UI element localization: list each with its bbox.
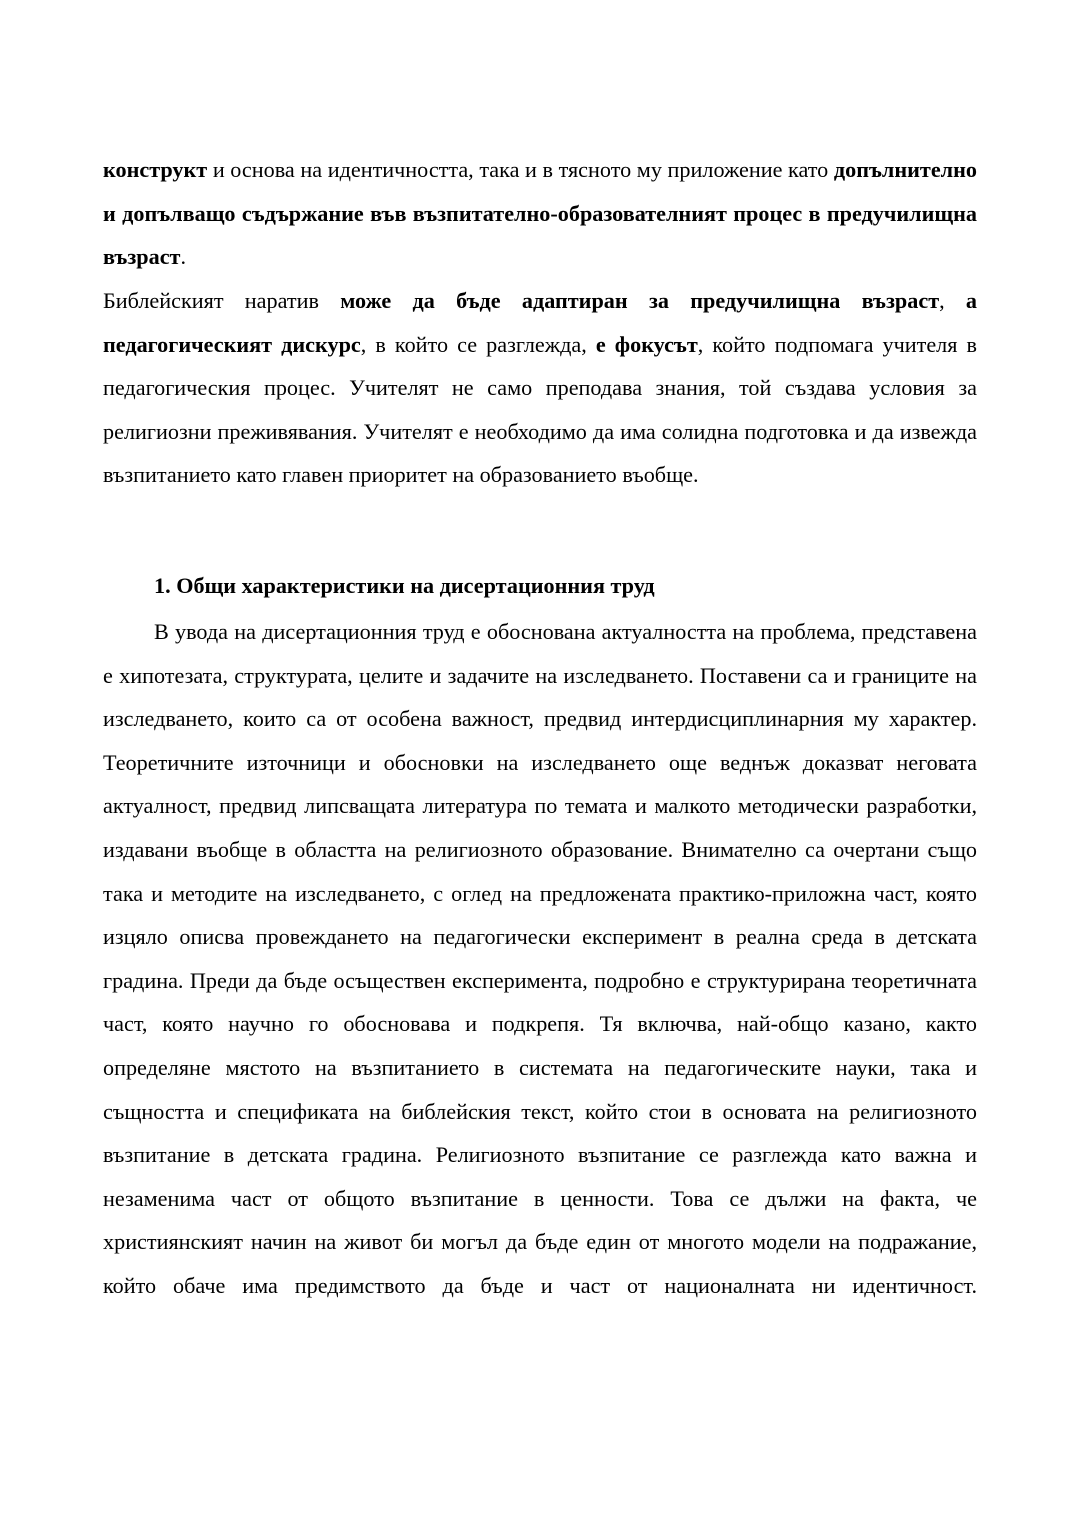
bold-phrase: а педагогическият дискурс	[103, 288, 977, 357]
paragraph-text: Библейският наратив	[103, 288, 341, 313]
paragraph-text: и основа на идентичността, така и в тясното му приложение като	[207, 157, 834, 182]
bold-phrase: може да бъде адаптиран за предучилищна възраст	[340, 288, 940, 313]
paragraph-text: , който подпомага учителя в педагогическия процес. Учителят не само преподава знания, той създава условия за религиозни преживявания. Учителят е необходимо да има солидна подготовка и да извежда възпитанието като главен приоритет на образованието въобще.	[103, 331, 977, 488]
paragraph-text: , в който се разглежда,	[360, 331, 596, 357]
bold-term: конструкт	[103, 157, 208, 182]
paragraph-dissertation-overview: В увода на дисертационния труд е обоснована актуалността на проблема, представена е хипотезата, структурата, целите и задачите на изследването. Поставени са и границите на изследването, които са от особена важност, предвид интердисциплинарния му характер. Теоретичните източници и обосновки на изследването още веднъж доказват неговата актуалност, предвид липсващата литература по темата и малкото методически разработки, издавани въобще в областта на религиозното образование. Внимателно са очертани също така и методите на изследването, с оглед на предложената практико-приложна част, която изцяло описва провеждането на педагогически експеримент в реална среда в детската градина. Преди да бъде осъществен експеримента, подробно е структурирана теоретичната част, която научно го обосновава и подкрепя. Тя включва, най-общо казано, както определяне мястото на възпитанието в системата на педагогическите науки, така и същността и спецификата на библейския текст, който стои в основата на религиозното възпитание в детската градина. Религиозното възпитание се разглежда като важна и незаменима част от общото възпитание в ценности. Това се дължи на факта, че християнският начин на живот би могъл да бъде един от многото модели на подражание, който обаче има предимството да бъде и част от националната ни идентичност.	[103, 619, 977, 1298]
paragraph-text: ,	[939, 288, 966, 313]
section-heading: 1. Общи характеристики на дисертационния труд	[154, 573, 655, 598]
bold-phrase: е фокусът	[595, 331, 698, 357]
paragraph-biblical-narrative	[103, 279, 977, 497]
bold-phrase: допълнително и допълващо съдържание във възпитателно-образователният процес в предучилищна възраст	[103, 157, 977, 270]
paragraph-text: .	[180, 244, 187, 270]
paragraph-continuation	[103, 148, 977, 279]
